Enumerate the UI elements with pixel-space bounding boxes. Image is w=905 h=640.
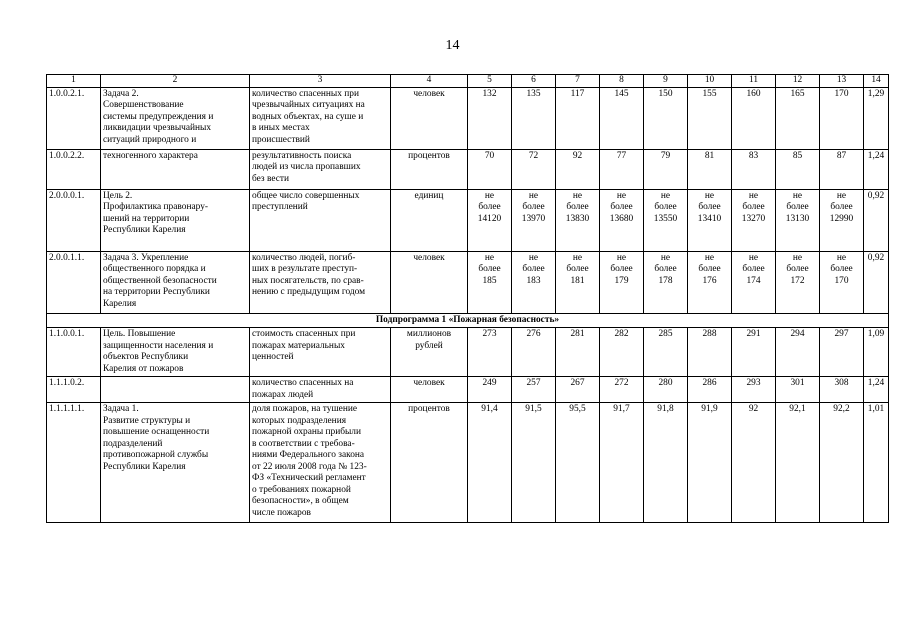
- row-code: [47, 252, 101, 314]
- row-value-text: 79: [660, 151, 671, 161]
- row-value: [600, 190, 644, 252]
- row-value-text: 91,8: [657, 404, 674, 415]
- row-value-text: 297: [834, 329, 849, 340]
- row-value: [732, 190, 776, 252]
- row-value: [468, 377, 512, 403]
- row-code-text: 1.1.1.0.2.: [49, 378, 85, 389]
- row-ratio: [864, 377, 889, 403]
- row-value: [732, 403, 776, 523]
- row-value-text: 294: [790, 329, 805, 340]
- header-cell: 12: [776, 75, 820, 88]
- row-value-text: 282: [614, 329, 629, 340]
- row-unit-text: человек: [413, 378, 445, 389]
- row-value-text: 145: [614, 89, 629, 99]
- row-unit-text: человек: [413, 253, 445, 263]
- row-value-text: 249: [482, 378, 497, 389]
- header-cell: 5: [468, 75, 512, 88]
- row-value-text: не более 172: [786, 253, 809, 286]
- row-value: [688, 88, 732, 150]
- row-value: [556, 377, 600, 403]
- row-code-text: 1.1.1.1.1.: [49, 404, 85, 415]
- row-ratio: [864, 150, 889, 190]
- row-value-text: не более 13830: [565, 191, 590, 224]
- header-row: [47, 75, 889, 88]
- row-value-text: не более 174: [742, 253, 765, 286]
- row-value: [600, 252, 644, 314]
- row-value: [512, 190, 556, 252]
- row-value-text: 308: [834, 378, 849, 389]
- row-value: [600, 328, 644, 377]
- row-value: [732, 252, 776, 314]
- row-value-text: не более 179: [610, 253, 633, 286]
- row-indicator: [250, 403, 391, 523]
- row-value-text: 276: [526, 329, 541, 340]
- row-code-text: 2.0.0.1.1.: [49, 253, 85, 263]
- header-cell: 4: [391, 75, 468, 88]
- row-value: [512, 252, 556, 314]
- row-code: [47, 88, 101, 150]
- row-value-text: 95,5: [569, 404, 586, 415]
- row-value: [556, 328, 600, 377]
- row-code: [47, 377, 101, 403]
- row-value: [776, 328, 820, 377]
- row-indicator-text: количество спасенных при чрезвычайных ситуациях на водных объектах, на суше и в иных местах происшествий: [252, 89, 365, 145]
- row-value-text: не более 181: [566, 253, 589, 286]
- row-value-text: 132: [482, 89, 497, 99]
- subprogram-row: [47, 314, 889, 328]
- row-unit: [391, 252, 468, 314]
- row-value: [820, 150, 864, 190]
- row-goal: [101, 190, 250, 252]
- table-row: [47, 252, 889, 314]
- row-unit: [391, 328, 468, 377]
- row-value-text: 285: [658, 329, 673, 340]
- row-unit: [391, 88, 468, 150]
- row-value-text: 117: [570, 89, 585, 99]
- row-value-text: 92,1: [789, 404, 806, 415]
- table-row: [47, 190, 889, 252]
- row-value-text: 92,2: [833, 404, 850, 415]
- row-ratio: [864, 403, 889, 523]
- row-value: [776, 252, 820, 314]
- row-value-text: 160: [746, 89, 761, 99]
- row-goal: [101, 403, 250, 523]
- row-unit: [391, 377, 468, 403]
- row-value-text: не более 13130: [785, 191, 810, 224]
- row-unit-text: миллионов рублей: [406, 329, 452, 351]
- row-value: [644, 377, 688, 403]
- row-goal-text: Задача 2. Совершенствование системы предупреждения и ликвидации чрезвычайных ситуаций природного и: [103, 89, 214, 145]
- row-ratio: [864, 190, 889, 252]
- row-value: [820, 190, 864, 252]
- row-value-text: 87: [836, 151, 847, 161]
- row-value-text: не более 13550: [653, 191, 678, 224]
- row-code-text: 1.0.0.2.1.: [49, 89, 85, 99]
- row-value-text: не более 14120: [477, 191, 502, 224]
- row-value-text: не более 185: [478, 253, 501, 286]
- row-value: [468, 150, 512, 190]
- row-value: [512, 403, 556, 523]
- table-row: [47, 150, 889, 190]
- row-value-text: не более 183: [522, 253, 545, 286]
- row-value: [600, 88, 644, 150]
- row-value-text: 280: [658, 378, 673, 389]
- row-value: [468, 403, 512, 523]
- row-value: [468, 252, 512, 314]
- page-number: 14: [445, 38, 460, 53]
- row-value: [776, 403, 820, 523]
- row-value-text: 92: [748, 404, 759, 415]
- row-value: [776, 88, 820, 150]
- row-indicator-text: результативность поиска людей из числа пропавших без вести: [252, 151, 361, 184]
- row-value: [732, 377, 776, 403]
- row-code-text: 2.0.0.0.1.: [49, 191, 85, 201]
- header-cell: 13: [820, 75, 864, 88]
- row-value: [688, 252, 732, 314]
- header-cell: 9: [644, 75, 688, 88]
- header-cell: 14: [864, 75, 889, 88]
- row-value: [688, 377, 732, 403]
- header-cell: 11: [732, 75, 776, 88]
- row-value: [732, 328, 776, 377]
- row-value-text: 267: [570, 378, 585, 389]
- row-value-text: 91,9: [701, 404, 718, 415]
- row-code: [47, 328, 101, 377]
- row-value: [512, 88, 556, 150]
- row-ratio-text: 1,29: [867, 89, 885, 99]
- row-value: [644, 403, 688, 523]
- row-unit: [391, 403, 468, 523]
- row-goal-text: Задача 1. Развитие структуры и повышение оснащенности подразделений противопожарной службы Республики Карелия: [103, 404, 210, 472]
- row-value: [688, 403, 732, 523]
- row-indicator: [250, 88, 391, 150]
- row-value: [600, 150, 644, 190]
- row-value-text: 288: [702, 329, 717, 340]
- row-value: [732, 88, 776, 150]
- row-value-text: 281: [570, 329, 585, 340]
- row-value-text: 77: [616, 151, 627, 161]
- row-value: [688, 150, 732, 190]
- row-value-text: 85: [792, 151, 803, 161]
- row-unit-text: процентов: [408, 404, 450, 415]
- row-ratio-text: 1,24: [867, 151, 885, 161]
- row-ratio-text: 1,09: [867, 329, 885, 340]
- row-value-text: не более 13410: [697, 191, 722, 224]
- row-ratio-text: 1,01: [867, 404, 885, 415]
- row-value-text: не более 170: [830, 253, 853, 286]
- row-value: [688, 190, 732, 252]
- row-value: [820, 403, 864, 523]
- row-unit: [391, 190, 468, 252]
- row-value-text: 286: [702, 378, 717, 389]
- row-indicator-text: общее число совершенных преступлений: [252, 191, 360, 213]
- row-value: [820, 377, 864, 403]
- row-goal: [101, 328, 250, 377]
- row-goal: [101, 88, 250, 150]
- row-code-text: 1.0.0.2.2.: [49, 151, 85, 161]
- row-indicator: [250, 328, 391, 377]
- row-ratio-text: 1,24: [867, 378, 885, 389]
- row-goal-text: Цель. Повышение защищенности населения и объектов Республики Карелия от пожаров: [103, 329, 214, 374]
- row-value: [644, 150, 688, 190]
- row-value: [556, 150, 600, 190]
- row-ratio-text: 0,92: [867, 253, 885, 263]
- row-goal-text: Задача 3. Укрепление общественного порядка и общественной безопасности на территории Республики Карелия: [103, 253, 217, 309]
- row-code: [47, 403, 101, 523]
- row-code-text: 1.1.0.0.1.: [49, 329, 85, 340]
- row-value-text: не более 12990: [829, 191, 854, 224]
- row-goal: [101, 252, 250, 314]
- row-code: [47, 150, 101, 190]
- row-value-text: 272: [614, 378, 629, 389]
- header-cell: 10: [688, 75, 732, 88]
- row-unit-text: процентов: [408, 151, 450, 161]
- row-unit-text: человек: [413, 89, 445, 99]
- row-value-text: 70: [484, 151, 495, 161]
- row-value: [820, 328, 864, 377]
- table-row: [47, 403, 889, 523]
- row-indicator-text: количество спасенных на пожарах людей: [252, 378, 354, 400]
- row-value-text: 72: [528, 151, 539, 161]
- header-cell: 8: [600, 75, 644, 88]
- row-value: [512, 150, 556, 190]
- row-goal-text: техногенного характера: [103, 151, 198, 161]
- header-cell: 2: [101, 75, 250, 88]
- row-value: [688, 328, 732, 377]
- row-value: [468, 88, 512, 150]
- row-value-text: 155: [702, 89, 717, 99]
- row-value-text: 91,5: [525, 404, 542, 415]
- row-value: [644, 190, 688, 252]
- row-goal: [101, 377, 250, 403]
- row-value: [556, 88, 600, 150]
- row-value: [468, 328, 512, 377]
- row-unit: [391, 150, 468, 190]
- row-indicator: [250, 377, 391, 403]
- row-value-text: не более 178: [654, 253, 677, 286]
- row-ratio: [864, 88, 889, 150]
- row-value-text: не более 176: [698, 253, 721, 286]
- row-value-text: 81: [704, 151, 715, 161]
- row-value-text: не более 13680: [609, 191, 634, 224]
- table-row: [47, 88, 889, 150]
- row-value: [776, 377, 820, 403]
- subprogram-title: Подпрограмма 1 «Пожарная безопасность»: [47, 314, 889, 328]
- row-ratio: [864, 252, 889, 314]
- row-ratio-text: 0,92: [867, 191, 885, 201]
- row-value: [556, 252, 600, 314]
- row-value: [600, 377, 644, 403]
- header-cell: 1: [47, 75, 101, 88]
- row-value: [512, 377, 556, 403]
- row-indicator-text: стоимость спасенных при пожарах материальных ценностей: [252, 329, 356, 363]
- row-value: [644, 88, 688, 150]
- row-value: [556, 403, 600, 523]
- row-value-text: 291: [746, 329, 761, 340]
- row-value: [776, 190, 820, 252]
- header-cell: 3: [250, 75, 391, 88]
- row-value-text: 91,4: [481, 404, 498, 415]
- row-value-text: 150: [658, 89, 673, 99]
- row-indicator-text: доля пожаров, на тушение которых подразделения пожарной охраны прибыли в соответствии с требова- ниями Федерального закона от 22 июля 2008 года № 123- ФЗ «Технический регламент о требованиях пожарной безопасности», в общем числе пожаров: [252, 404, 367, 518]
- row-indicator: [250, 252, 391, 314]
- row-value-text: 301: [790, 378, 805, 389]
- row-value-text: 170: [834, 89, 849, 99]
- table-row: [47, 328, 889, 377]
- row-code: [47, 190, 101, 252]
- header-cell: 7: [556, 75, 600, 88]
- row-value-text: 165: [790, 89, 805, 99]
- row-value-text: 83: [748, 151, 759, 161]
- table-row: [47, 377, 889, 403]
- row-value-text: 135: [526, 89, 541, 99]
- row-value-text: 273: [482, 329, 497, 340]
- row-indicator-text: количество людей, погиб- ших в результате преступ- ных посягательств, по срав- нению с предыдущим годом: [252, 253, 366, 298]
- row-value: [468, 190, 512, 252]
- row-value: [776, 150, 820, 190]
- row-value: [820, 252, 864, 314]
- row-unit-text: единиц: [414, 191, 444, 201]
- row-value-text: 92: [572, 151, 583, 161]
- row-value: [644, 252, 688, 314]
- row-goal-text: Цель 2. Профилактика правонару- шений на территории Республики Карелия: [103, 191, 209, 236]
- row-value-text: не более 13970: [521, 191, 546, 224]
- row-value-text: 293: [746, 378, 761, 389]
- row-value: [820, 88, 864, 150]
- header-cell: 6: [512, 75, 556, 88]
- indicators-table: [46, 74, 889, 523]
- row-ratio: [864, 328, 889, 377]
- row-value-text: 257: [526, 378, 541, 389]
- row-value-text: 91,7: [613, 404, 630, 415]
- row-goal: [101, 150, 250, 190]
- row-value: [644, 328, 688, 377]
- row-value: [732, 150, 776, 190]
- row-value: [512, 328, 556, 377]
- row-indicator: [250, 150, 391, 190]
- row-value: [556, 190, 600, 252]
- row-value: [600, 403, 644, 523]
- row-value-text: не более 13270: [741, 191, 766, 224]
- row-indicator: [250, 190, 391, 252]
